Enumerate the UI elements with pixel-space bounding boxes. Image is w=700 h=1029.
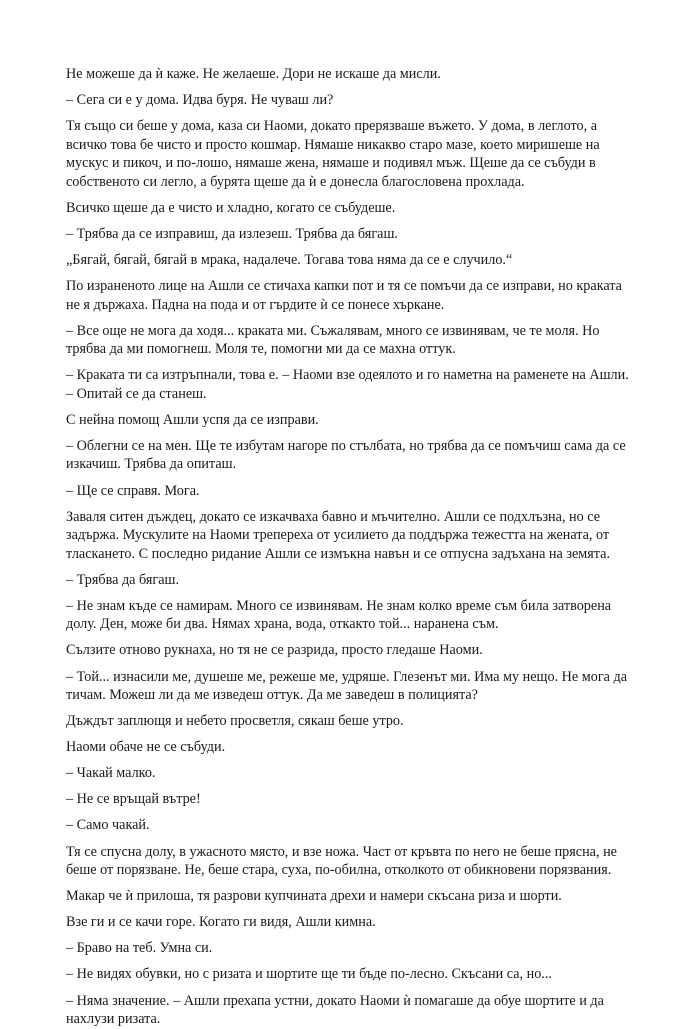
paragraph: Тя също си беше у дома, каза си Наоми, докато прерязваше въжето. У дома, в леглото, а всичко това бе чисто и просто кошмар. Нямаше никакво старо мазе, което миришеше на мускус и пикоч, и по-лошо, нямаше жена, нямаше и подивял мъж. Щеше да се събуди в собственото си легло, а бурята щеше да ѝ е донесла благословена прохлада. <box>66 118 600 190</box>
paragraph: Макар че ѝ прилоша, тя разрови купчината дрехи и намери скъсана риза и шорти. <box>66 888 562 905</box>
paragraph: Не можеше да ѝ каже. Не желаеше. Дори не искаше да мисли. <box>66 66 441 82</box>
paragraph: – Краката ти са изтръпнали, това е. – Наоми взе одеялото и го наметна на раменете на Ашли. – Опитай се да станеш. <box>66 367 629 402</box>
paragraph: – Трябва да бягаш. <box>66 571 180 588</box>
paragraph: По израненото лице на Ашли се стичаха капки пот и тя се помъчи да се изправи, но краката не я държаха. Падна на пода и от гърдите ѝ се понесе хъркане. <box>66 278 622 313</box>
paragraph: – Сега си е у дома. Идва буря. Не чуваш ли? <box>66 92 334 109</box>
paragraph: – Не знам къде се намирам. Много се извинявам. Не знам колко време съм била затворена долу. Ден, може би два. Нямах храна, вода, откакто той... наранена съм. <box>66 597 612 633</box>
paragraph: – Не се връщай вътре! <box>66 791 201 808</box>
paragraph: Сълзите отново рукнаха, но тя не се разрида, просто гледаше Наоми. <box>66 642 483 659</box>
paragraph: Тя се спусна долу, в ужасното място, и взе ножа. Част от кръвта по него не беше прясна, не беше от порязване. Не, беше стара, суха, по-обилна, отколкото от обикновени порязвания. <box>66 843 617 879</box>
paragraph: Взе ги и се качи горе. Когато ги видя, Ашли кимна. <box>66 914 376 931</box>
paragraph: Всичко щеше да е чисто и хладно, когато се събудеше. <box>66 199 396 216</box>
paragraph: – Ще се справя. Мога. <box>66 482 200 499</box>
paragraph: – Трябва да се изправиш, да излезеш. Трябва да бягаш. <box>66 225 398 242</box>
paragraph: – Облегни се на мен. Ще те избутам нагоре по стълбата, но трябва да се помъчиш сама да се изкачиш. Трябва да опиташ. <box>66 437 626 473</box>
paragraph: – Браво на теб. Умна си. <box>66 940 213 957</box>
paragraph: С нейна помощ Ашли успя да се изправи. <box>66 411 319 428</box>
paragraph: „Бягай, бягай, бягай в мрака, надалече. Тогава това няма да се е случило.“ <box>66 251 513 268</box>
paragraph: – Само чакай. <box>66 817 150 834</box>
paragraph: – Няма значение. – Ашли прехапа устни, докато Наоми ѝ помагаше да обуе шортите и да нахлузи ризата. <box>66 992 604 1028</box>
paragraph: – Чакай малко. <box>66 765 156 782</box>
paragraph: – Не видях обувки, но с ризата и шортите ще ти бъде по-лесно. Скъсани са, но... <box>66 966 552 983</box>
paragraph: – Той... изнасили ме, душеше ме, режеше ме, удряше. Глезенът ми. Има му нещо. Не мога да тичам. Можеш ли да ме изведеш оттук. Да ме заведеш в полицията? <box>66 668 627 703</box>
paragraph: – Все още не мога да ходя... краката ми. Съжалявам, много се извинявам, че те моля. Но трябва да ми помогнеш. Моля те, помогни ми да се махна оттук. <box>66 322 600 358</box>
paragraph: Наоми обаче не се събуди. <box>66 739 226 756</box>
paragraph: Дъждът заплющя и небето просветля, сякаш беше утро. <box>66 713 404 730</box>
paragraph: Заваля ситен дъждец, докато се изкачваха бавно и мъчително. Ашли се подхлъзна, но се задържа. Мускулите на Наоми трепереха от усилието да поддържа тежестта на жената, от тласкането. С последно ридание Ашли се измъкна навън и се отпусна задъхана на земята. <box>66 508 610 562</box>
